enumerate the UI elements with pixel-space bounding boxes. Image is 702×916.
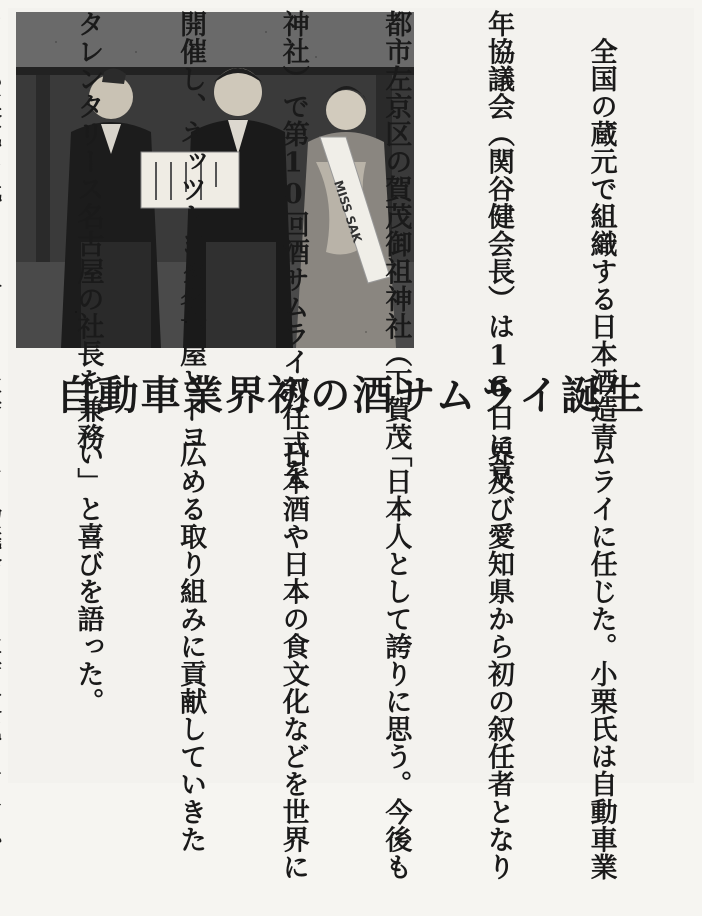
text-column: い」と喜びを語った。 [72, 440, 104, 716]
text-column: 開催し、ネッツトヨタ名古屋とトヨ [175, 10, 207, 451]
text-column [0, 440, 2, 775]
text-column: 界及び愛知県から初の叙任者となり [482, 440, 514, 881]
text-column: 年協議会（関谷健会長）は16日に京 [482, 10, 514, 487]
text-column: 神社）で第10回酒サムライ叙任式を [277, 10, 309, 487]
sash-label: MISS SAK [331, 178, 365, 245]
text-column: 全国の蔵元で組織する日本酒造青 [585, 10, 617, 451]
article-body-columns [20, 440, 686, 881]
text-column: 「日本人として誇りに思う。今後も [380, 440, 412, 881]
text-column: タレンタリース名古屋の社長を兼務 [72, 10, 104, 451]
text-column: ムライに任じた。小栗氏は自動車業 [585, 440, 617, 881]
text-column: 広める取り組みに貢献していきた [175, 440, 207, 854]
text-column: 日本酒や日本の食文化などを世界に [277, 440, 309, 881]
text-column: 都市左京区の賀茂御祖神社（下賀茂 [380, 10, 412, 451]
headline: 自動車業界初の酒サムライ誕生 [55, 372, 647, 419]
text-column [0, 10, 2, 355]
